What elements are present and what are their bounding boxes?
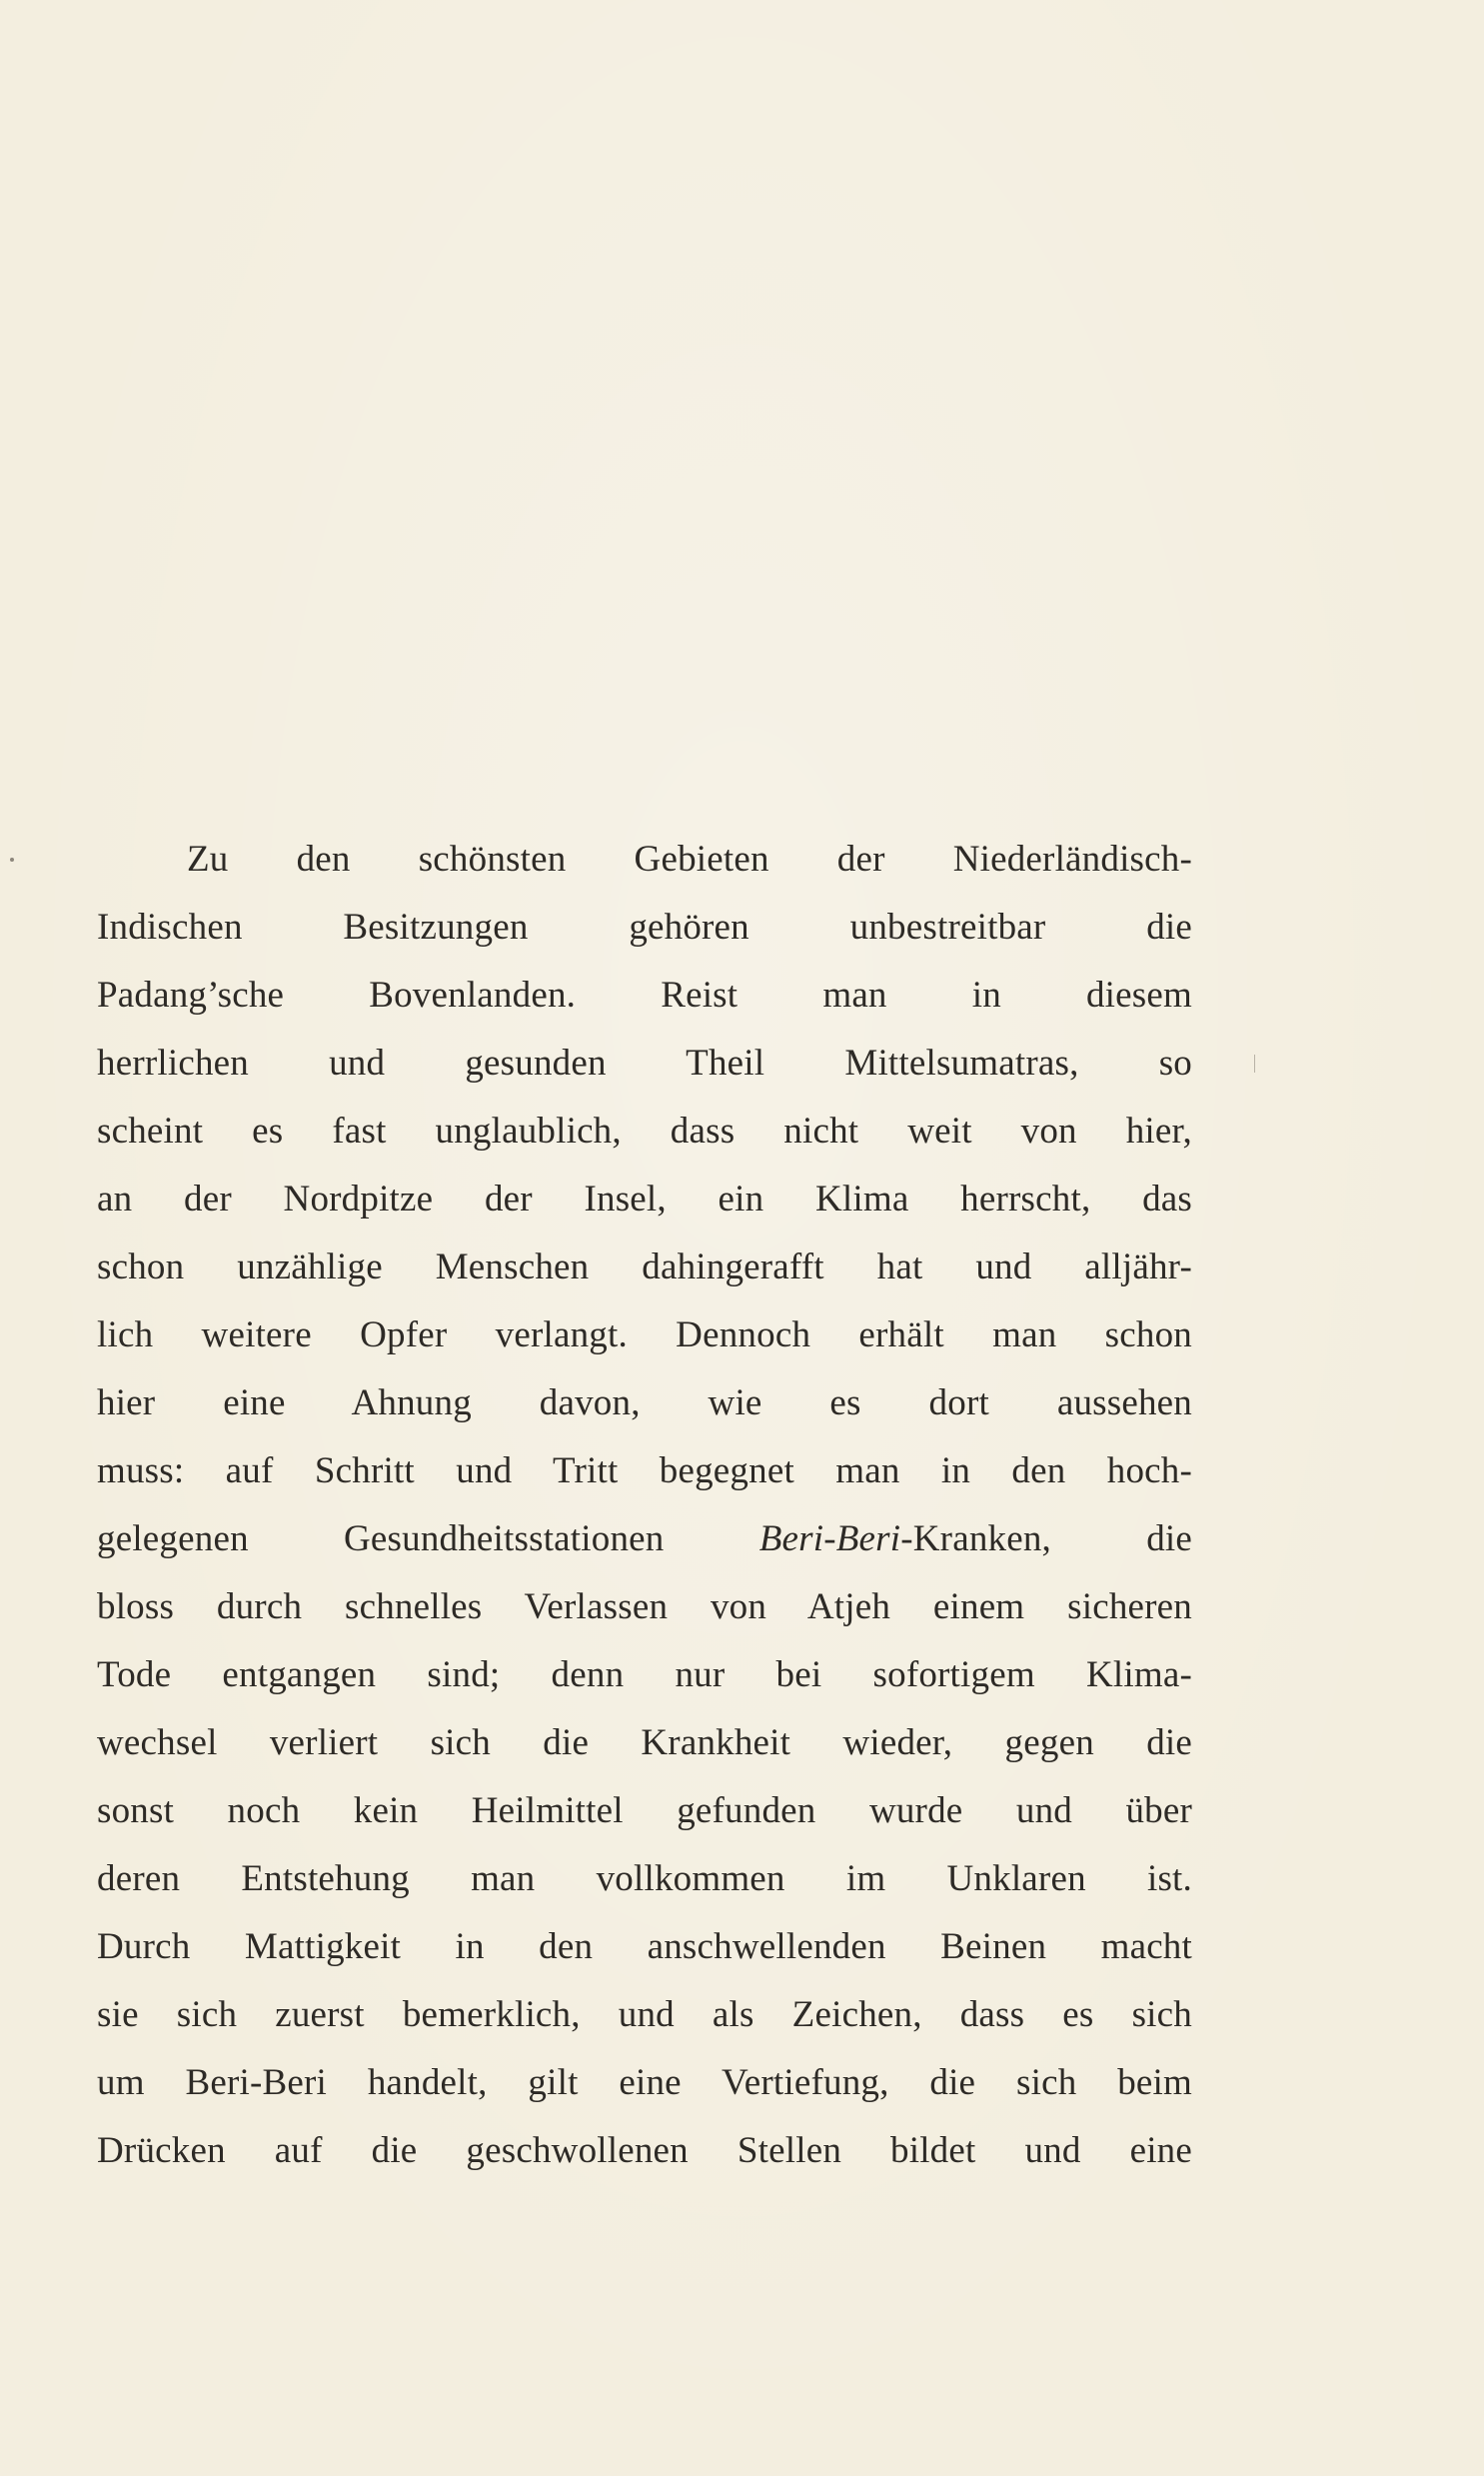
text-line: schon unzählige Menschen dahingerafft hat und alljähr- (97, 1246, 1192, 1287)
text-line: sie sich zuerst bemerklich, und als Zeichen, dass es sich (97, 1994, 1192, 2035)
text-line: scheint es fast unglaublich, dass nicht weit von hier, (97, 1111, 1192, 1152)
margin-dot (10, 858, 14, 862)
text-line: sonst noch kein Heilmittel gefunden wurde und über (97, 1790, 1192, 1831)
text-line: deren Entstehung man vollkommen im Unklaren ist. (97, 1858, 1192, 1899)
text-line: Indischen Besitzungen gehören unbestreitbar die (97, 907, 1192, 948)
text-line: Zu den schönsten Gebieten der Niederländisch- (187, 839, 1192, 880)
body-paragraph (97, 826, 1192, 2185)
text-line: Padang’sche Bovenlanden. Reist man in diesem (97, 975, 1192, 1016)
text-line: Drücken auf die geschwollenen Stellen bildet und eine (97, 2130, 1192, 2171)
text-line: muss: auf Schritt und Tritt begegnet man in den hoch- (97, 1450, 1192, 1491)
text-line: Tode entgangen sind; denn nur bei sofortigem Klima- (97, 1654, 1192, 1695)
text-line-with-italic (97, 1505, 1192, 1573)
text-line: um Beri-Beri handelt, gilt eine Vertiefung, die sich beim (97, 2062, 1192, 2103)
text-line: hier eine Ahnung davon, wie es dort aussehen (97, 1382, 1192, 1423)
text-line: bloss durch schnelles Verlassen von Atjeh einem sicheren (97, 1586, 1192, 1627)
text-segment: gelegenen Gesundheitsstationen (97, 1518, 665, 1559)
text-segment: -Kranken, die (900, 1518, 1192, 1559)
text-line: an der Nordpitze der Insel, ein Klima herrscht, das (97, 1179, 1192, 1220)
text-line: Durch Mattigkeit in den anschwellenden Beinen macht (97, 1926, 1192, 1967)
text-line: herrlichen und gesunden Theil Mittelsumatras, so (97, 1043, 1192, 1084)
text-line: wechsel verliert sich die Krankheit wieder, gegen die (97, 1722, 1192, 1763)
margin-tick (1254, 1055, 1255, 1073)
text-line: lich weitere Opfer verlangt. Dennoch erhält man schon (97, 1314, 1192, 1355)
italic-term: Beri-Beri (758, 1518, 901, 1559)
